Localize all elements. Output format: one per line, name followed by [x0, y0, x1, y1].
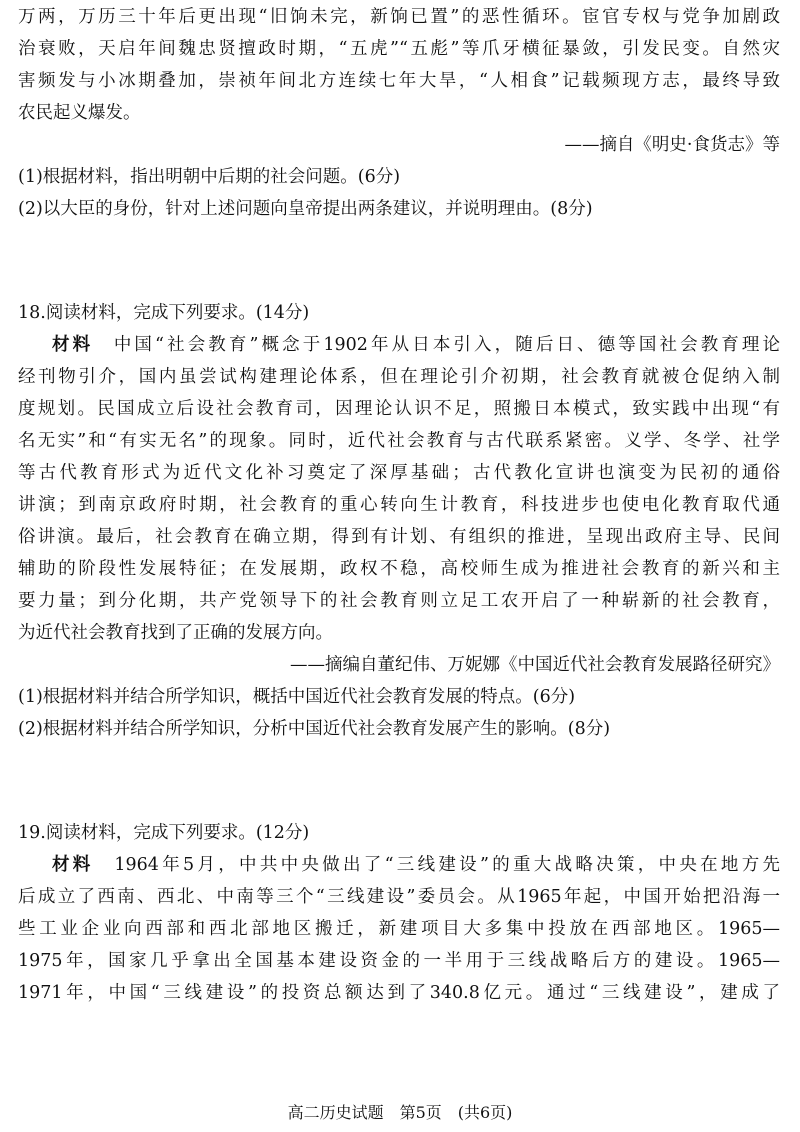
q17-line-1: 万两，万历三十年后更出现“旧饷未完，新饷已置”的恶性循环。宦官专权与党争加剧政	[18, 7, 780, 27]
q17-question-1: (1)根据材料，指出明朝中后期的社会问题。(6分)	[18, 167, 401, 187]
q19-line-5: 1971年，中国“三线建设”的投资总额达到了340.8亿元。通过“三线建设”，建成了	[18, 983, 780, 1003]
q18-line-10: 为近代社会教育找到了正确的发展方向。	[18, 623, 333, 643]
q18-line-3: 度规划。民国成立后设社会教育司，因理论认识不足，照搬日本模式，致实践中出现“有	[18, 399, 780, 419]
q18-line-4: 名无实”和“有实无名”的现象。同时，近代社会教育与古代联系紧密。义学、冬学、社学	[18, 431, 780, 451]
q18-material-text: 中国“社会教育”概念于1902年从日本引入，随后日、德等国社会教育理论	[113, 335, 780, 355]
q18-material-label: 材料	[52, 335, 94, 355]
q19-line-2: 后成立了西南、西北、中南等三个“三线建设”委员会。从1965年起，中国开始把沿海一	[18, 887, 780, 907]
q19-material-first-line	[52, 852, 780, 878]
q18-question-1: (1)根据材料并结合所学知识，概括中国近代社会教育发展的特点。(6分)	[18, 687, 576, 707]
q19-material-label: 材料	[52, 855, 94, 875]
q19-material-text: 1964年5月，中共中央做出了“三线建设”的重大战略决策，中央在地方先	[114, 855, 780, 875]
q18-line-6: 讲演；到南京政府时期，社会教育的重心转向生计教育，科技进步也使电化教育取代通	[18, 495, 780, 515]
q18-line-9: 要力量；到分化期，共产党领导下的社会教育则立足工农开启了一种崭新的社会教育，	[18, 591, 780, 611]
q18-source: ——摘编自董纪伟、万妮娜《中国近代社会教育发展路径研究》	[290, 655, 780, 675]
q18-line-2: 经刊物引介，国内虽尝试构建理论体系，但在理论引介初期，社会教育就被仓促纳入制	[18, 367, 780, 387]
q18-question-2: (2)根据材料并结合所学知识，分析中国近代社会教育发展产生的影响。(8分)	[18, 719, 611, 739]
q19-title: 19.阅读材料，完成下列要求。(12分)	[18, 823, 310, 843]
q17-source: ——摘自《明史·食货志》等	[564, 135, 780, 155]
q18-line-7: 俗讲演。最后，社会教育在确立期，得到有计划、有组织的推进，呈现出政府主导、民间	[18, 527, 780, 547]
q17-line-4: 农民起义爆发。	[18, 103, 141, 123]
q17-line-2: 治衰败，天启年间魏忠贤擅政时期，“五虎”“五彪”等爪牙横征暴敛，引发民变。自然灾	[18, 39, 780, 59]
q18-line-8: 辅助的阶段性发展特征；在发展期，政权不稳，高校师生成为推进社会教育的新兴和主	[18, 559, 780, 579]
q19-line-3: 些工业企业向西部和西北部地区搬迁，新建项目大多集中投放在西部地区。1965—	[18, 919, 780, 939]
page-footer: 高二历史试题 第5页 (共6页)	[287, 1103, 513, 1122]
q17-question-2: (2)以大臣的身份，针对上述问题向皇帝提出两条建议，并说明理由。(8分)	[18, 199, 593, 219]
q18-line-5: 等古代教育形式为近代文化补习奠定了深厚基础；古代教化宣讲也演变为民初的通俗	[18, 463, 780, 483]
q19-line-4: 1975年，国家几乎拿出全国基本建设资金的一半用于三线战略后方的建设。1965—	[18, 951, 780, 971]
q18-material-first-line	[52, 332, 780, 358]
q18-title: 18.阅读材料，完成下列要求。(14分)	[18, 303, 310, 323]
q17-line-3: 害频发与小冰期叠加，崇祯年间北方连续七年大旱，“人相食”记载频现方志，最终导致	[18, 71, 780, 91]
